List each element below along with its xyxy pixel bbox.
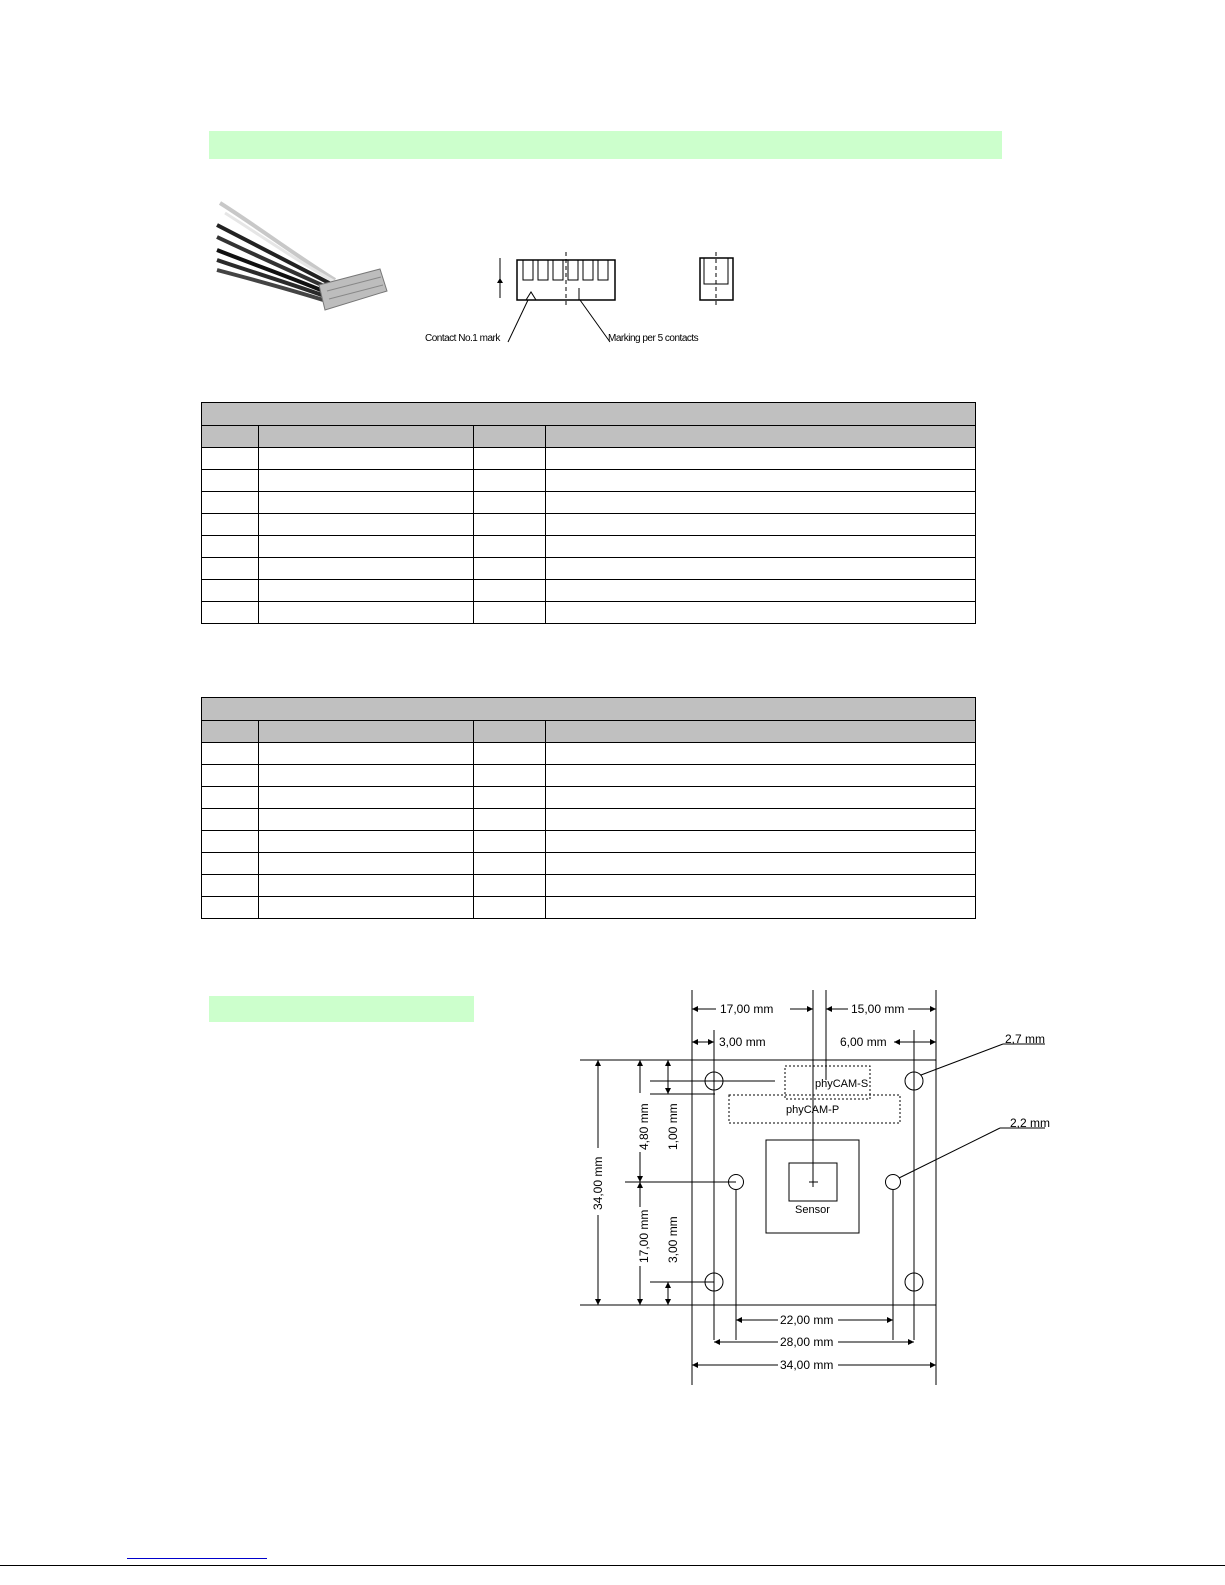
dim-480: 4,80 mm	[637, 1103, 651, 1150]
table-row	[202, 580, 976, 602]
dim-34-bottom: 34,00 mm	[780, 1358, 834, 1372]
dim-22: 22,00 mm	[780, 1313, 834, 1327]
dim-hole-small: 2,2 mm	[1010, 1116, 1051, 1130]
footer-rule	[0, 1565, 1225, 1566]
table-row	[202, 897, 976, 919]
table-row	[202, 809, 976, 831]
cable-photo	[215, 195, 395, 320]
dim-15-top: 15,00 mm	[851, 1002, 905, 1016]
dim-100: 1,00 mm	[666, 1103, 680, 1150]
label-phycam-p: phyCAM-P	[786, 1104, 840, 1116]
label-phycam-s: phyCAM-S	[815, 1078, 869, 1090]
table-row	[202, 853, 976, 875]
section-heading-bar-2	[209, 996, 474, 1022]
table-row	[202, 875, 976, 897]
table-row	[202, 765, 976, 787]
dim-3-left: 3,00 mm	[666, 1216, 680, 1263]
dim-34-left: 34,00 mm	[591, 1156, 605, 1210]
table-row	[202, 558, 976, 580]
dim-hole-large: 2,7 mm	[1005, 1032, 1046, 1046]
dim-17-top: 17,00 mm	[720, 1002, 774, 1016]
table-row	[202, 536, 976, 558]
table-title-row	[202, 698, 976, 721]
pin-table-2	[201, 697, 976, 919]
table-header-row	[202, 426, 976, 448]
contact-mark-label: Contact No.1 mark	[425, 333, 500, 344]
marking-label: Marking per 5 contacts	[608, 333, 699, 344]
table-row	[202, 470, 976, 492]
table-title-row	[202, 403, 976, 426]
table-row	[202, 514, 976, 536]
table-row	[202, 831, 976, 853]
footer-link-underline[interactable]	[127, 1558, 267, 1559]
table-header-row	[202, 721, 976, 743]
board-dimension-drawing	[570, 985, 1070, 1395]
pin-table-1	[201, 402, 976, 624]
section-heading-bar	[209, 131, 1002, 159]
label-sensor: Sensor	[795, 1204, 830, 1216]
table-row	[202, 787, 976, 809]
dim-3-top: 3,00 mm	[719, 1035, 766, 1049]
table-row	[202, 743, 976, 765]
dim-6-top: 6,00 mm	[840, 1035, 887, 1049]
table-row	[202, 448, 976, 470]
table-row	[202, 602, 976, 624]
dim-28: 28,00 mm	[780, 1335, 834, 1349]
table-row	[202, 492, 976, 514]
dim-17-left: 17,00 mm	[637, 1209, 651, 1263]
